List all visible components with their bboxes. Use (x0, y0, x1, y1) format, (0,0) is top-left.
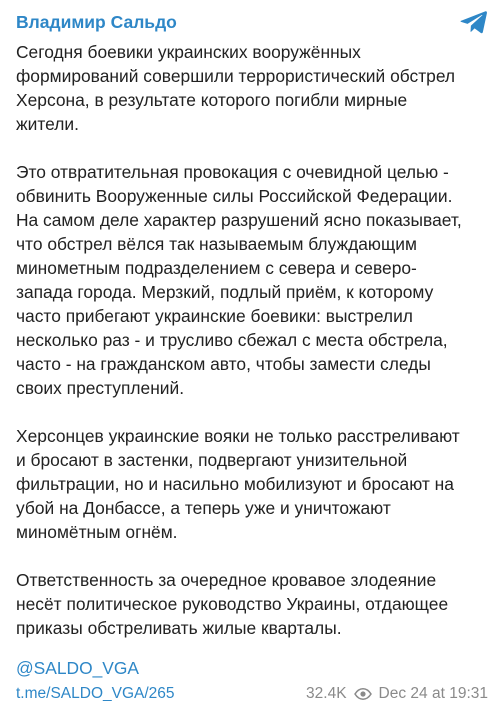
post-paragraph-1: Сегодня боевики украинских вооружённых формирований совершили террористический обстрел Херсона, в результате которого погибли мирные жители. (16, 42, 456, 134)
post-meta (306, 685, 488, 703)
eye-icon (354, 688, 372, 700)
channel-name[interactable]: Владимир Сальдо (16, 11, 177, 32)
channel-mention-link[interactable]: @SALDO_VGA (16, 658, 140, 678)
post-timestamp: Dec 24 at 19:31 (378, 685, 488, 702)
telegram-plane-icon[interactable] (460, 10, 488, 34)
post-header (16, 10, 488, 34)
post-link[interactable]: t.me/SALDO_VGA/265 (16, 685, 175, 702)
view-count: 32.4K (306, 685, 347, 702)
post-paragraph-2: Это отвратительная провокация с очевидной целью - обвинить Вооруженные силы Российской Федерации. На самом деле характер разрушений ясно показывает, что обстрел вёлся так называемым блуждающим минометным подразделением с севера и северо- запада города. Мерзкий, подлый приём, к которому часто прибегают украинские боевики: выстрелил несколько раз - и трусливо сбежал с места обстрела, часто - на гражданском авто, чтобы замести следы своих преступлений. (16, 162, 462, 398)
post-paragraph-4: Ответственность за очередное кровавое злодеяние несёт политическое руководство Украины, отдающее приказы обстреливать жилые кварталы. (16, 570, 449, 638)
post-footer (16, 676, 488, 712)
post-paragraph-3: Херсонцев украинские вояки не только расстреливают и бросают в застенки, подвергают унизительной фильтрации, но и насильно мобилизуют и бросают на убой на Донбассе, а теперь уже и уничтожают миномётным огнём. (16, 426, 460, 542)
post-text (16, 40, 488, 640)
